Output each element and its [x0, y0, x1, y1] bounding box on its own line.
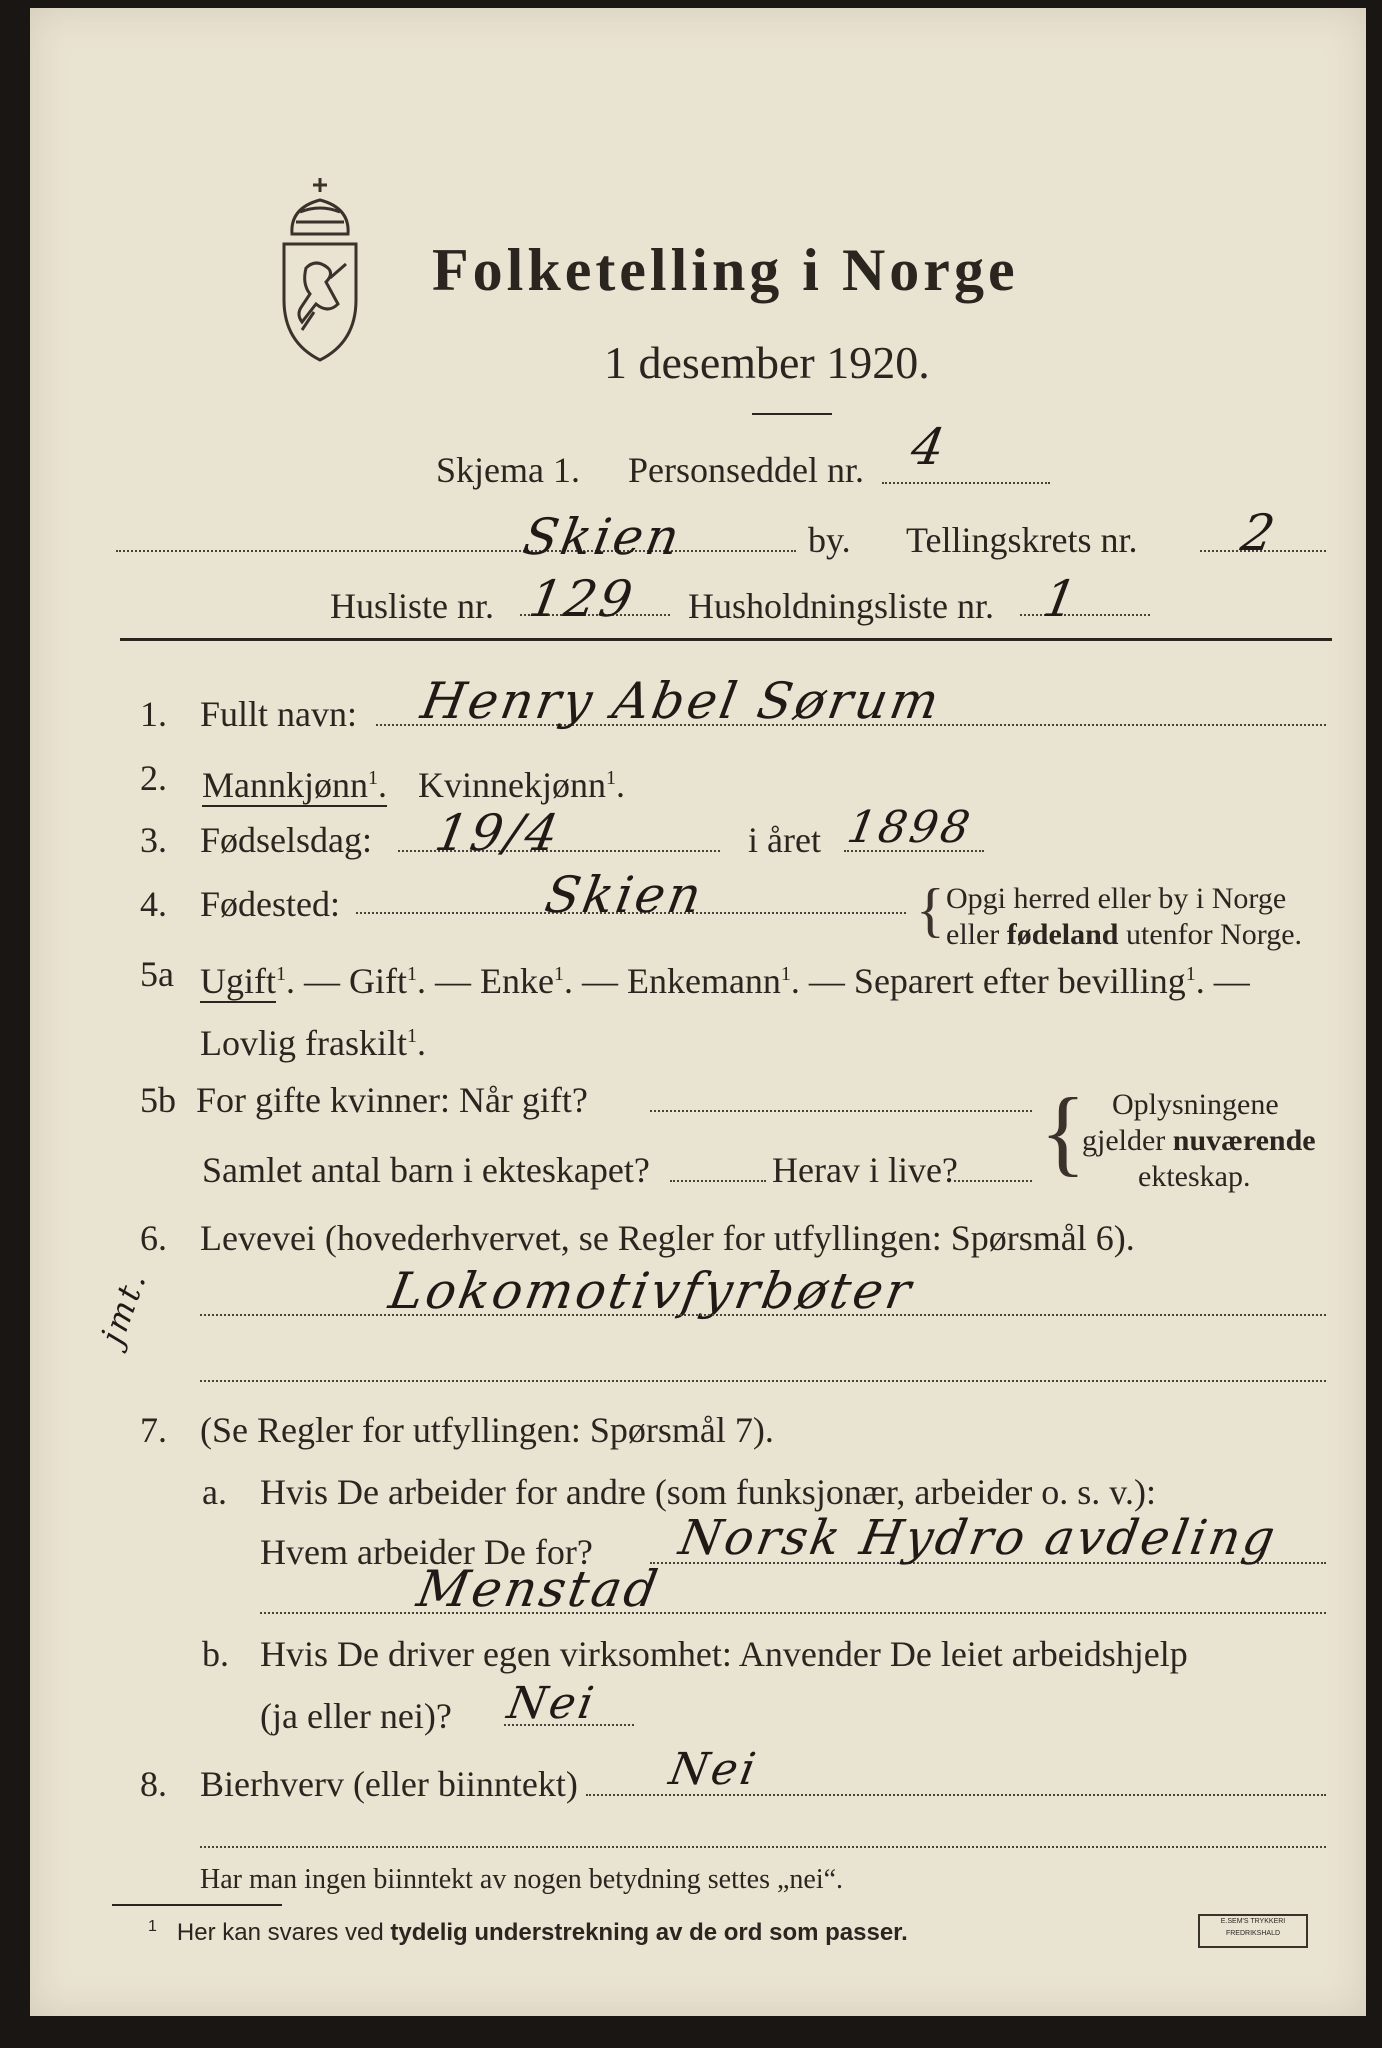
husliste-value[interactable]: 129 — [524, 570, 640, 628]
personseddel-field-line — [882, 482, 1050, 484]
footnote-mark: 1 — [276, 963, 286, 985]
birthplace-value[interactable]: Skien — [540, 866, 709, 924]
q6-field-line-1 — [200, 1314, 1326, 1316]
birthday-value[interactable]: 19/4 — [430, 804, 566, 862]
q4-note2-bold: fødeland — [1006, 918, 1119, 951]
enkemann-label: Enkemann — [626, 961, 781, 1001]
fraskilt-label: Lovlig fraskilt — [200, 1023, 407, 1063]
footnote-mark: 1 — [407, 963, 417, 985]
footnote-text: Her kan svares ved — [176, 1919, 384, 1946]
q5b-note-line2 — [1082, 1124, 1316, 1158]
q5b-number: 5b — [140, 1080, 176, 1120]
personseddel-label: Personseddel nr. — [628, 450, 864, 490]
q5b-note-brace: { — [1040, 1078, 1087, 1185]
q4-note-line1: Opgi herred eller by i Norge — [946, 882, 1287, 915]
q7b-number: b. — [202, 1634, 229, 1674]
q3-number: 3. — [140, 820, 167, 860]
q5a-number: 5a — [140, 954, 174, 994]
hired-help-value[interactable]: Nei — [503, 1678, 601, 1729]
husholdningsliste-label: Husholdningsliste nr. — [688, 586, 995, 626]
tellingskrets-value[interactable]: 2 — [1236, 504, 1282, 562]
footnote — [148, 1918, 908, 1947]
footnote-mark: 1 — [406, 1025, 417, 1047]
footnote-mark: 1 — [368, 767, 378, 789]
q5b-children-field-line — [670, 1180, 766, 1182]
separator: — — [435, 961, 471, 1001]
gender-female-option[interactable]: Kvinnekjønn$^1$. — [418, 765, 625, 805]
census-form-page — [30, 8, 1366, 2016]
full-name-value[interactable]: Henry Abel Sørum — [416, 672, 947, 730]
q5b-married-when-field-line — [650, 1110, 1032, 1112]
title-divider — [752, 413, 832, 415]
year-label: i året — [748, 820, 821, 860]
fraskilt-option[interactable]: Lovlig fraskilt$^1$. — [200, 1023, 426, 1063]
skjema-label: Skjema 1. — [436, 450, 580, 490]
q7a-label: Hvem arbeider De for? — [260, 1532, 593, 1572]
ugift-option[interactable] — [200, 961, 276, 1003]
separert-option[interactable] — [854, 961, 1186, 1001]
q4-note2-pre: eller — [946, 918, 1000, 951]
printer-name: E.SEM'S TRYKKERI — [1220, 1918, 1286, 1925]
census-date: 1 desember 1920. — [604, 337, 930, 388]
margin-note: jmt. — [92, 1265, 155, 1349]
employer-value-line1[interactable]: Norsk Hydro avdeling — [675, 1510, 1282, 1566]
q4-number: 4. — [140, 884, 167, 924]
enke-label: Enke — [480, 961, 554, 1001]
q8-label: Bierhverv (eller biinntekt) — [200, 1764, 578, 1804]
enke-option[interactable] — [480, 961, 554, 1001]
separator: — — [304, 961, 340, 1001]
q5b-alive-field-line — [954, 1180, 1032, 1182]
q8-field-line-2 — [200, 1846, 1326, 1848]
q4-note-brace: { — [916, 877, 945, 943]
q4-note2-post: utenfor Norge. — [1126, 918, 1303, 951]
q8-number: 8. — [140, 1764, 167, 1804]
enkemann-option[interactable] — [627, 961, 781, 1001]
footnote-mark: 1 — [605, 767, 616, 789]
q5b-note2-bold: nuværende — [1172, 1124, 1316, 1157]
ugift-label: Ugift — [200, 961, 276, 1001]
footnote-number: 1 — [148, 1918, 157, 1935]
husholdningsliste-field-line — [1020, 614, 1150, 616]
gift-label: Gift — [349, 961, 407, 1001]
q8-note: Har man ingen biinntekt av nogen betydning settes „nei“. — [200, 1864, 844, 1895]
q5a-options: Ugift$^1$. — Gift$^1$. — Enke$^1$. — Enkemann$^1$. — Separert efter bevilling$^1$. — — [200, 961, 1250, 1001]
q5b-note2-pre: gjelder — [1082, 1124, 1166, 1157]
separator: — — [808, 961, 845, 1001]
separert-label: Separert efter bevilling — [853, 961, 1186, 1001]
q7a-number: a. — [202, 1472, 227, 1512]
q5b-label-alive: Herav i live? — [772, 1150, 958, 1190]
q5b-note-line3: ekteskap. — [1138, 1160, 1251, 1193]
gender-male-option[interactable]: Mannkjønn$^1$. — [202, 758, 387, 807]
by-label: by. — [808, 520, 851, 560]
personseddel-value[interactable]: 4 — [906, 418, 952, 476]
q2-number: 2. — [140, 758, 167, 798]
q6-number: 6. — [140, 1218, 167, 1258]
footnote-mark: 1 — [780, 963, 791, 985]
husholdningsliste-value[interactable]: 1 — [1038, 570, 1084, 628]
q7b-text: Hvis De driver egen virksomhet: Anvender De leiet arbeidshjelp — [260, 1634, 1188, 1674]
q1-number: 1. — [140, 694, 167, 734]
q7a-text: Hvis De arbeider for andre (som funksjonær, arbeider o. s. v.): — [260, 1472, 1156, 1512]
q4-note-line2 — [946, 918, 1302, 952]
printer-city: FREDRIKSHALD — [1225, 1930, 1281, 1937]
printer-stamp — [1198, 1914, 1308, 1948]
occupation-value[interactable]: Lokomotivfyrbøter — [384, 1262, 919, 1320]
q7-label: (Se Regler for utfyllingen: Spørsmål 7). — [200, 1410, 774, 1450]
q5b-label-children: Samlet antal barn i ekteskapet? — [202, 1150, 650, 1190]
birth-year-value[interactable]: 1898 — [843, 802, 977, 853]
footnote-bold-text: tydelig understrekning av de ord som passer. — [390, 1919, 908, 1946]
q7-number: 7. — [140, 1410, 167, 1450]
gift-option[interactable] — [349, 961, 407, 1001]
q6-label: Levevei (hovederhvervet, se Regler for utfyllingen: Spørsmål 6). — [200, 1218, 1135, 1258]
q4-label: Fødested: — [200, 884, 340, 924]
footnote-mark: 1 — [1185, 963, 1196, 985]
q5b-label-married-when: For gifte kvinner: Når gift? — [196, 1080, 588, 1120]
q6-field-line-2 — [200, 1380, 1326, 1382]
side-income-value[interactable]: Nei — [665, 1744, 763, 1795]
city-value[interactable]: Skien — [518, 508, 687, 566]
header-divider — [120, 638, 1332, 641]
husliste-label: Husliste nr. — [330, 586, 495, 626]
footnote-mark: 1 — [553, 963, 564, 985]
separator: — — [581, 961, 618, 1001]
q5b-note-line1: Oplysningene — [1112, 1088, 1279, 1121]
q3-label: Fødselsdag: — [200, 820, 373, 860]
city-field-line — [116, 550, 796, 552]
form-title: Folketelling i Norge — [432, 237, 1019, 303]
employer-value-line2[interactable]: Menstad — [412, 1560, 665, 1618]
q7b-label: (ja eller nei)? — [260, 1696, 452, 1736]
norway-coat-of-arms-icon — [270, 174, 370, 364]
q1-label: Fullt navn: — [200, 694, 358, 734]
separator: — — [1213, 961, 1250, 1001]
female-label: Kvinnekjønn — [418, 765, 606, 805]
footnote-divider — [112, 1904, 282, 1906]
tellingskrets-label: Tellingskrets nr. — [906, 520, 1138, 560]
male-label: Mannkjønn — [202, 765, 368, 805]
